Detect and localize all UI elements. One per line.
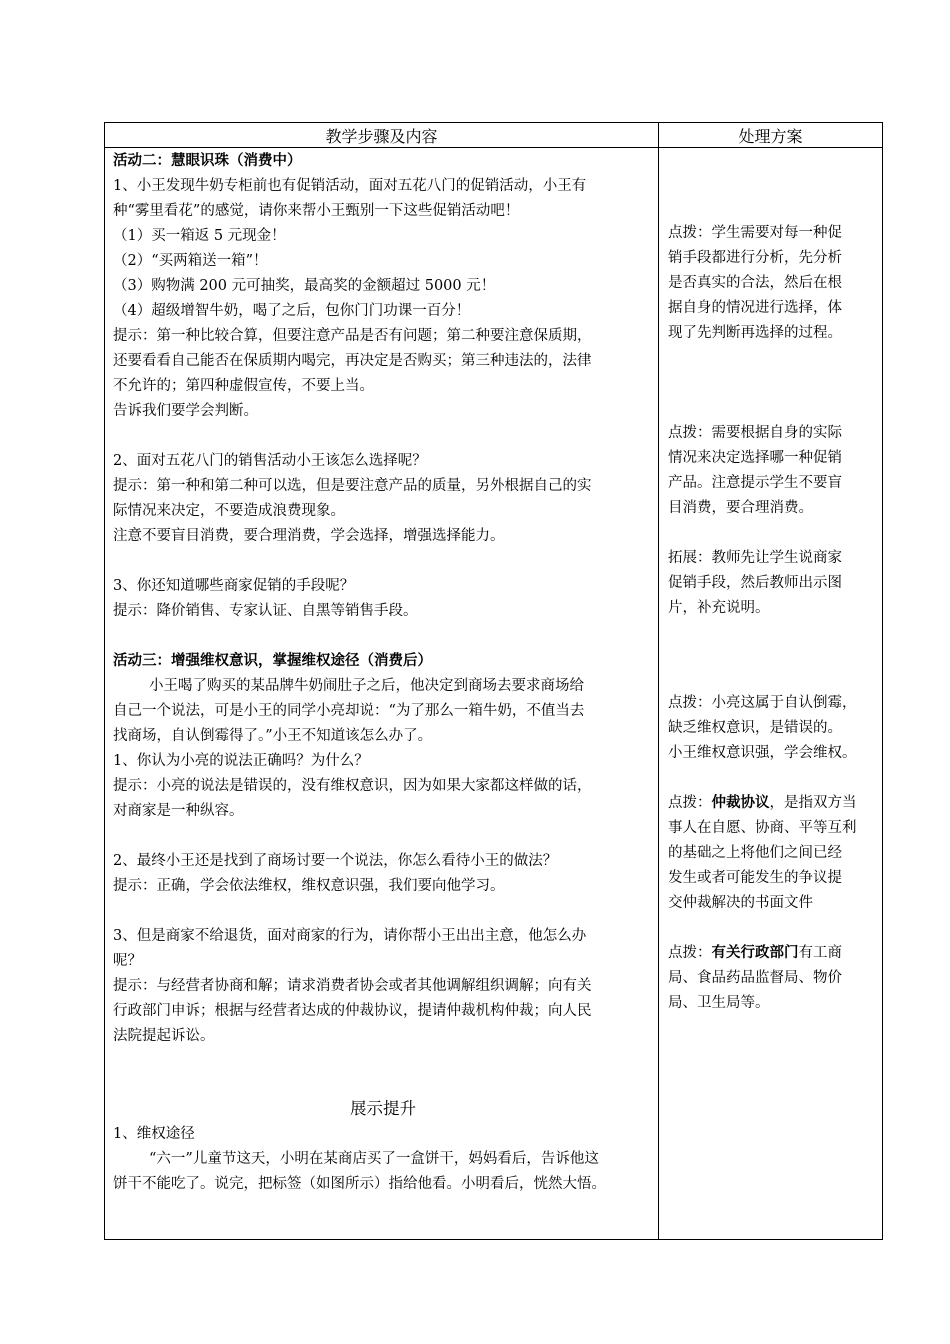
note1-line4: 据自身的情况进行选择，体 — [668, 300, 842, 316]
a2-q1-line2: 种“雾里看花”的感觉，请你来帮小王甄别一下这些促销活动吧！ — [113, 203, 520, 219]
note4-line1: 点拨：小亮这属于自认倒霉， — [668, 695, 857, 711]
note5-prefix: 点拨： — [668, 795, 712, 811]
note6-keyword: 有关行政部门 — [711, 944, 799, 961]
a3-hint1-line2: 对商家是一种纵容。 — [113, 803, 244, 819]
a3-hint1-line1: 提示：小亮的说法是错误的，没有维权意识，因为如果大家都这样做的话， — [113, 778, 592, 794]
column-divider — [658, 123, 659, 1239]
note4-line2: 缺乏维权意识，是错误的。 — [668, 720, 842, 736]
header-plan: 处理方案 — [738, 127, 803, 146]
note1-line2: 销手段都进行分析，先分析 — [668, 250, 842, 266]
a2-hint1-line4: 告诉我们要学会判断。 — [113, 403, 258, 419]
show-text-line2: 饼干不能吃了。说完，把标签（如图所示）指给他看。小明看后，恍然大悟。 — [113, 1176, 606, 1192]
a3-question2: 2、最终小王还是找到了商场讨要一个说法，你怎么看待小王的做法？ — [113, 853, 558, 869]
note3-line1: 拓展：教师先让学生说商家 — [668, 550, 842, 566]
note2-line1: 点拨：需要根据自身的实际 — [668, 425, 842, 441]
a2-option-4: （4）超级增智牛奶，喝了之后，包你门门功课一百分！ — [113, 303, 471, 319]
a3-story-line1: 小王喝了购买的某品牌牛奶闹肚子之后，他决定到商场去要求商场给 — [149, 678, 584, 694]
note6-prefix: 点拨： — [668, 945, 712, 961]
a3-q3-line2: 呢？ — [113, 953, 142, 969]
a3-hint2: 提示：正确，学会依法维权，维权意识强，我们要向他学习。 — [113, 878, 505, 894]
a2-option-2: （2）“买两箱送一箱”！ — [113, 253, 268, 269]
a2-hint1-line2: 还要看看自己能否在保质期内喝完，再决定是否购买；第三种违法的，法律 — [113, 353, 592, 369]
show-item: 1、维权途径 — [113, 1126, 195, 1142]
a2-question2: 2、面对五花八门的销售活动小王该怎么选择呢？ — [113, 453, 427, 469]
activity2-title: 活动二：慧眼识珠（消费中） — [113, 152, 302, 169]
note6-line3: 局、卫生局等。 — [668, 995, 770, 1011]
note3-line3: 片，补充说明。 — [668, 600, 770, 616]
note3-line2: 促销手段，然后教师出示图 — [668, 575, 842, 591]
a2-q1-line1: 1、小王发现牛奶专柜前也有促销活动，面对五花八门的促销活动，小王有 — [113, 178, 587, 194]
note2-line3: 产品。注意提示学生不要盲 — [668, 475, 842, 491]
note6-line2: 局、食品药品监督局、物价 — [668, 970, 842, 986]
note5-keyword: 仲裁协议 — [711, 794, 770, 811]
header-steps: 教学步骤及内容 — [325, 127, 438, 146]
a2-hint1-line3: 不允许的；第四种虚假宣传，不要上当。 — [113, 378, 374, 394]
a3-story-line3: 找商场，自认倒霉得了。”小王不知道该怎么办了。 — [113, 728, 433, 744]
note4-line3: 小王维权意识强，学会维权。 — [668, 745, 857, 761]
note5-line3: 的基础之上将他们之间已经 — [668, 845, 842, 861]
note1-line5: 现了先判断再选择的过程。 — [668, 325, 842, 341]
a3-hint3-line1: 提示：与经营者协商和解；请求消费者协会或者其他调解组织调解；向有关 — [113, 978, 592, 994]
table-header — [105, 123, 882, 148]
note6-rest: 有工商 — [798, 945, 842, 961]
a2-hint3: 提示：降价销售、专家认证、自黑等销售手段。 — [113, 603, 418, 619]
note6-line1 — [668, 943, 842, 963]
activity3-title: 活动三：增强维权意识，掌握维权途径（消费后） — [113, 652, 432, 669]
a2-hint2-line1: 提示：第一种和第二种可以选，但是要注意产品的质量，另外根据自己的实 — [113, 478, 592, 494]
note2-line2: 情况来决定选择哪一种促销 — [668, 450, 842, 466]
note1-line3: 是否真实的合法，然后在根 — [668, 275, 842, 291]
note2-line4: 目消费，要合理消费。 — [668, 500, 813, 516]
show-title: 展示提升 — [350, 1099, 416, 1118]
note5-line4: 发生或者可能发生的争议提 — [668, 870, 842, 886]
a3-hint3-line2: 行政部门申诉；根据与经营者达成的仲裁协议，提请仲裁机构仲裁；向人民 — [113, 1003, 592, 1019]
note5-line2: 事人在自愿、协商、平等互利 — [668, 820, 857, 836]
a3-q3-line1: 3、但是商家不给退货，面对商家的行为，请你帮小王出出主意，他怎么办 — [113, 928, 587, 944]
a3-question1: 1、你认为小亮的说法正确吗？为什么？ — [113, 753, 369, 769]
a2-hint2-line3: 注意不要盲目消费，要合理消费，学会选择，增强选择能力。 — [113, 528, 505, 544]
note5-rest: ，是指双方当 — [769, 795, 857, 811]
a2-hint2-line2: 际情况来决定，不要造成浪费现象。 — [113, 503, 345, 519]
a3-hint3-line3: 法院提起诉讼。 — [113, 1028, 215, 1044]
lesson-table — [104, 122, 883, 1240]
show-text-line1: “六一”儿童节这天，小明在某商店买了一盒饼干，妈妈看后，告诉他这 — [149, 1151, 599, 1167]
a3-story-line2: 自己一个说法，可是小王的同学小亮却说：“为了那么一箱牛奶，不值当去 — [113, 703, 585, 719]
note1-line1: 点拨：学生需要对每一种促 — [668, 225, 842, 241]
a2-option-3: （3）购物满 200 元可抽奖，最高奖的金额超过 5000 元！ — [113, 278, 496, 294]
a2-hint1-line1: 提示：第一种比较合算，但要注意产品是否有问题；第二种要注意保质期， — [113, 328, 592, 344]
note5-line5: 交仲裁解决的书面文件 — [668, 895, 813, 911]
a2-question3: 3、你还知道哪些商家促销的手段呢？ — [113, 578, 355, 594]
note5-line1 — [668, 793, 857, 813]
a2-option-1: （1）买一箱返 5 元现金！ — [113, 228, 286, 244]
